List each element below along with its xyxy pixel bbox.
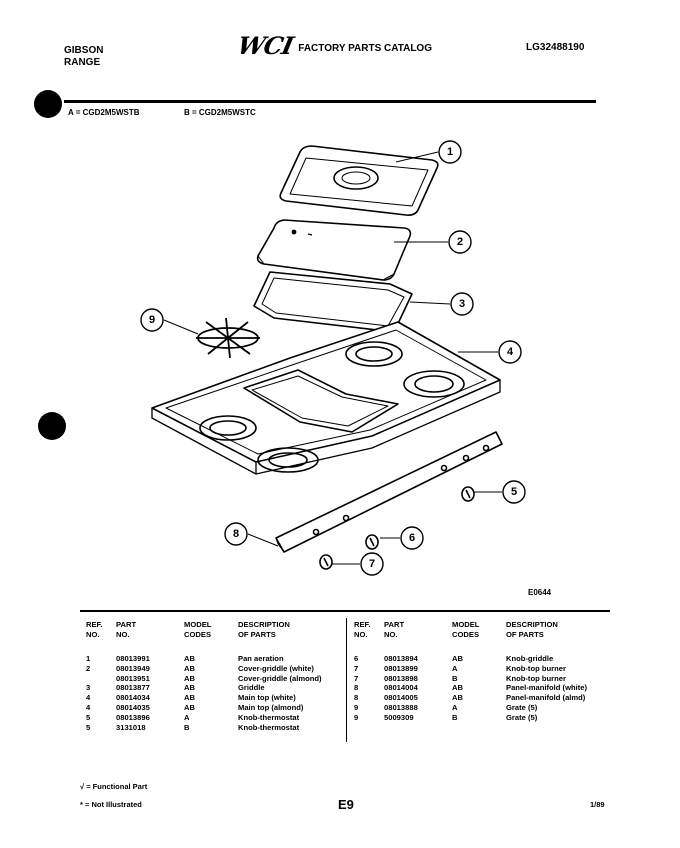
brand-block: [64, 45, 103, 69]
diagram-code: E0644: [528, 588, 552, 597]
callout-9: 9: [148, 314, 156, 326]
header-part-line2: NO.: [116, 630, 130, 639]
ref-no: 3: [86, 683, 91, 693]
header-desc: [238, 620, 348, 640]
header-ref: [354, 620, 384, 640]
model-code: B: [452, 673, 458, 683]
model-code: AB: [184, 702, 195, 712]
part-description: Knob-thermostat: [238, 712, 300, 722]
part-no: 08013899: [384, 663, 418, 673]
model-code: AB: [184, 683, 195, 693]
model-code: A: [184, 712, 190, 722]
ref-no: 6: [354, 654, 359, 663]
part-no: 3131018: [116, 722, 146, 732]
table-row: [86, 683, 348, 693]
callout-1: 1: [446, 146, 454, 158]
catalog-number: LG32488190: [526, 42, 585, 53]
cover-griddle-drawing: [258, 220, 411, 280]
header-model-line2: CODES: [184, 630, 212, 639]
header-ref-line2: NO.: [354, 630, 368, 639]
ref-no: 5: [86, 712, 91, 722]
part-description: Griddle: [238, 683, 265, 693]
table-row: [354, 664, 616, 674]
table-row: [86, 664, 348, 674]
part-description: Main top (almond): [238, 702, 304, 712]
part-description: Knob-top burner: [506, 673, 566, 683]
table-row: [354, 683, 616, 693]
part-no: 5009309: [384, 712, 414, 722]
part-no: 08013951: [116, 673, 150, 683]
part-description: Panel-manifold (white): [506, 683, 588, 693]
part-no: 08013888: [384, 702, 418, 712]
header-part-line1: PART: [384, 620, 405, 629]
table-row: [354, 654, 616, 664]
header-rule: [64, 100, 596, 103]
revision-date: 1/89: [590, 800, 605, 809]
model-code: A: [452, 702, 458, 712]
part-description: Knob-griddle: [506, 654, 554, 663]
pan-aeration-drawing: [280, 146, 438, 215]
ref-no: 1: [86, 654, 91, 663]
callout-4: 4: [506, 346, 514, 358]
page-number: E9: [338, 797, 354, 812]
part-no: 08013898: [384, 673, 418, 683]
model-code: AB: [184, 673, 195, 683]
part-description: Pan aeration: [238, 654, 284, 663]
header-spacer: [354, 640, 616, 654]
brand-name: GIBSON: [64, 45, 104, 56]
table-row: [354, 703, 616, 713]
parts-table-right: [354, 620, 616, 723]
callout-6: 6: [408, 532, 416, 544]
callout-5: 5: [510, 486, 518, 498]
part-description: Grate (5): [506, 702, 538, 712]
not-illustrated-note: * = Not Illustrated: [80, 800, 142, 809]
table-top-rule: [80, 610, 610, 612]
griddle-drawing: [254, 272, 412, 332]
ref-no: 2: [86, 663, 91, 673]
part-no: 08014034: [116, 693, 150, 703]
model-code: A: [452, 663, 458, 673]
table-row: [86, 654, 348, 664]
callout-2: 2: [456, 236, 464, 248]
header-model-line1: MODEL: [184, 620, 212, 629]
catalog-header: [235, 31, 432, 60]
callout-8: 8: [232, 528, 240, 540]
header-desc-line1: DESCRIPTION: [238, 620, 290, 629]
part-no: 08013894: [384, 654, 418, 663]
model-code: AB: [452, 683, 463, 693]
part-no: 08014035: [116, 702, 150, 712]
part-no: 08014005: [384, 693, 418, 703]
model-code: AB: [184, 654, 195, 663]
ref-no: 5: [86, 722, 91, 732]
model-code: AB: [452, 654, 463, 663]
header-ref-line1: REF.: [354, 620, 371, 629]
part-no: 08013949: [116, 663, 150, 673]
part-description: Grate (5): [506, 712, 538, 722]
header-model: [452, 620, 506, 640]
grate-drawing: [196, 318, 260, 358]
wci-logo: WCI: [235, 31, 296, 60]
table-row: [354, 713, 616, 723]
ref-no: [86, 674, 116, 684]
header-desc-line2: OF PARTS: [238, 630, 276, 639]
part-description: Knob-thermostat: [238, 722, 300, 732]
binder-hole-middle: [38, 412, 66, 440]
header-desc-line1: DESCRIPTION: [506, 620, 558, 629]
header-part-line1: PART: [116, 620, 137, 629]
binder-hole-top: [34, 90, 62, 118]
header-ref-line1: REF.: [86, 620, 103, 629]
model-code: AB: [452, 693, 463, 703]
ref-no: 9: [354, 702, 359, 712]
table-header-row: [86, 620, 348, 640]
table-row: [86, 703, 348, 713]
model-code: AB: [184, 663, 195, 673]
callout-3: 3: [458, 298, 466, 310]
part-description: Cover-griddle (almond): [238, 673, 322, 683]
product-type: RANGE: [64, 57, 101, 68]
table-row: [86, 674, 348, 684]
table-header-row: [354, 620, 616, 640]
ref-no: 8: [354, 693, 359, 703]
header-model-line2: CODES: [452, 630, 480, 639]
header-spacer: [86, 640, 348, 654]
table-row: [86, 693, 348, 703]
ref-no: 4: [86, 693, 91, 703]
ref-no: 4: [86, 702, 91, 712]
model-code: B: [184, 722, 190, 732]
header-ref-line2: NO.: [86, 630, 100, 639]
model-b: B = CGD2M5WSTC: [184, 108, 256, 117]
ref-no: 8: [354, 683, 359, 693]
part-description: Panel-manifold (almd): [506, 693, 586, 703]
table-row: [86, 723, 348, 733]
part-no: 08013991: [116, 654, 150, 663]
model-code: B: [452, 712, 458, 722]
exploded-parts-diagram: [140, 132, 570, 582]
knob-drawings: [320, 487, 474, 569]
header-part-line2: NO.: [384, 630, 398, 639]
ref-no: 7: [354, 673, 359, 683]
header-desc-line2: OF PARTS: [506, 630, 544, 639]
header-part: [384, 620, 452, 640]
header-ref: [86, 620, 116, 640]
table-row: [86, 713, 348, 723]
header-model-line1: MODEL: [452, 620, 480, 629]
table-row: [354, 674, 616, 684]
part-no: 08013877: [116, 683, 150, 693]
callout-7: 7: [368, 558, 376, 570]
functional-part-note: √ = Functional Part: [80, 782, 148, 791]
part-description: Knob-top burner: [506, 663, 566, 673]
parts-table-left: [86, 620, 348, 732]
part-description: Cover-griddle (white): [238, 663, 314, 673]
table-row: [354, 693, 616, 703]
ref-no: 7: [354, 663, 359, 673]
header-desc: [506, 620, 616, 640]
part-no: 08014004: [384, 683, 418, 693]
header-model: [184, 620, 238, 640]
model-code: AB: [184, 693, 195, 703]
model-a: A = CGD2M5WSTB: [68, 108, 140, 117]
part-no: 08013896: [116, 712, 150, 722]
catalog-title: FACTORY PARTS CATALOG: [298, 42, 432, 54]
ref-no: 9: [354, 712, 359, 722]
part-description: Main top (white): [238, 693, 296, 703]
header-part: [116, 620, 184, 640]
